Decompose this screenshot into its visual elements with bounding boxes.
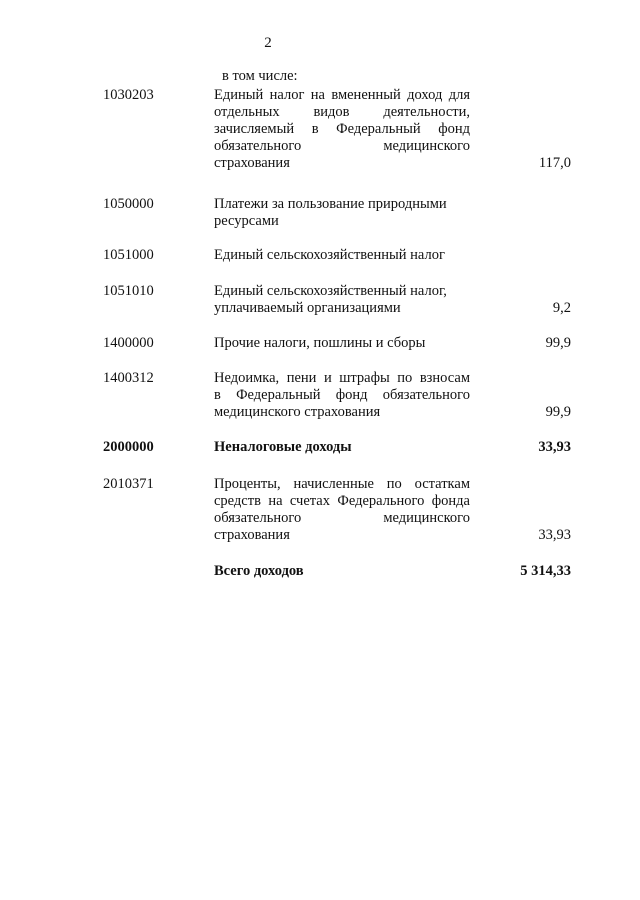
row-description-line: страхования	[214, 155, 290, 171]
row-description-line: Проценты, начисленные по остаткам	[214, 476, 470, 492]
row-amount: 117,0	[538, 155, 571, 171]
row-code: 1051000	[103, 247, 154, 263]
row-description	[214, 87, 470, 172]
row-description-line: Прочие налоги, пошлины и сборы	[214, 335, 426, 351]
row-description	[214, 283, 470, 317]
row-description	[214, 563, 470, 580]
row-amount: 99,9	[545, 404, 571, 420]
row-description-line: отдельных видов деятельности,	[214, 104, 470, 120]
row-description-line: обязательного медицинского	[214, 138, 470, 154]
row-description-line: зачисляемый в Федеральный фонд	[214, 121, 470, 137]
row-description-line: средств на счетах Федерального фонда	[214, 493, 470, 509]
row-description-line: уплачиваемый организациями	[214, 300, 401, 316]
subheading-including: в том числе:	[222, 68, 298, 84]
page-number: 2	[264, 35, 272, 51]
row-description	[214, 476, 470, 544]
row-amount: 99,9	[545, 335, 571, 351]
row-code: 1051010	[103, 283, 154, 299]
row-amount: 33,93	[538, 527, 571, 543]
row-code: 1030203	[103, 87, 154, 103]
row-description-line: Всего доходов	[214, 563, 304, 579]
row-description-line: страхования	[214, 527, 290, 543]
row-description	[214, 247, 470, 264]
row-description-line: медицинского страхования	[214, 404, 381, 420]
row-description	[214, 335, 470, 352]
row-amount: 33,93	[538, 439, 571, 455]
row-code: 1400000	[103, 335, 154, 351]
row-description-line: в Федеральный фонд обязательного	[214, 387, 470, 403]
row-description-line: Неналоговые доходы	[214, 439, 352, 455]
row-description-line: Единый сельскохозяйственный налог	[214, 247, 445, 263]
row-description-line: обязательного медицинского	[214, 510, 470, 526]
row-description	[214, 439, 470, 456]
row-code: 1050000	[103, 196, 154, 212]
row-description-line: Недоимка, пени и штрафы по взносам	[214, 370, 470, 386]
row-code: 2010371	[103, 476, 154, 492]
row-amount: 5 314,33	[520, 563, 571, 579]
row-description-line: ресурсами	[214, 213, 279, 229]
row-code: 2000000	[103, 439, 154, 455]
row-code: 1400312	[103, 370, 154, 386]
row-amount: 9,2	[552, 300, 571, 316]
row-description	[214, 196, 470, 230]
row-description-line: Единый налог на вмененный доход для	[214, 87, 470, 103]
row-description-line: Единый сельскохозяйственный налог,	[214, 283, 447, 299]
row-description	[214, 370, 470, 421]
row-description-line: Платежи за пользование природными	[214, 196, 447, 212]
